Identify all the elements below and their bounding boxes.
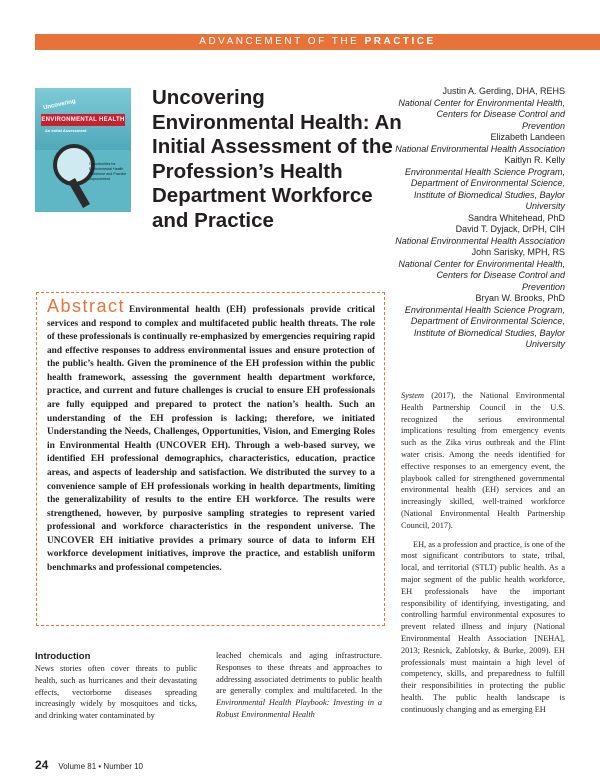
banner-bold: PRACTICE — [364, 36, 436, 47]
author-affiliation: National Center for Environmental Health, Centers for Disease Control and Prevention — [398, 258, 565, 292]
author-entry — [392, 247, 565, 293]
cover-thumbnail — [35, 88, 131, 212]
author-affiliation: National Environmental Health Association — [395, 143, 565, 154]
body-text: (2017), the National Environmental Health Partnership Council in the U.S. recognized the serious environmental implications resulting from emergency events such as the Zika virus outbreak and the Flint water crisis. Among the needs identified for effective responses to an emergency event, the playbook called for strengthened governmental environmental health (EH) services and an increasingly skilled, well-trained workforce (National Environmental Health Partnership Council, 2017). — [401, 391, 565, 530]
author-affiliation: Environmental Health Science Program, Department of Environmental Science, Institute of Biomedical Studies, Baylor University — [404, 304, 565, 349]
author-affiliation: National Environmental Health Association — [395, 235, 565, 246]
author-affiliation: Environmental Health Science Program, Department of Environmental Science, Institute of Biomedical Studies, Baylor University — [404, 166, 565, 211]
cover-title-band — [41, 114, 125, 126]
page-number: 24 — [35, 758, 49, 772]
author-affiliation: National Center for Environmental Health, Centers for Disease Control and Prevention — [398, 97, 565, 131]
cover-subtitle: An Initial Assessment — [45, 128, 87, 133]
body-text: leached chemicals and aging infrastructure. Responses to these threats and approaches to addressing associated detriments to public health are generally complex and multifaceted. In the — [216, 651, 382, 696]
page-footer — [35, 756, 143, 774]
playbook-title: Environmental Health Playbook: Investing in a Robust Environmental Health — [216, 698, 382, 719]
volume-info: Volume 81 • Number 10 — [58, 762, 143, 771]
author-entry — [392, 86, 565, 132]
author-name: Kaitlyn R. Kelly — [504, 155, 565, 165]
abstract-text: Environmental health (EH) professionals provide critical services and respond to complex and multifaceted public health threats. The role of these professionals is continually re-emphasized by emergencies requiring rapid and effective responses to address environmental issues and ensure protection of the public’s health. Given the prominence of the EH profession within the public health framework, assessing the government health department workforce, practice, and current and future challenges is crucial to ensure EH professionals are fully equipped and prepared to protect the nation’s health. Such an understanding of the EH profession is lacking; therefore, we initiated Understanding the Needs, Challenges, Opportunities, Vision, and Emerging Roles in Environmental Health (UNCOVER EH). Through a web-based survey, we identified EH professional demographics, characteristics, education, practice areas, and aspects of leadership and satisfaction. We distributed the survey to a convenience sample of EH professionals working in health departments, limiting the generalizability of results to the entire EH workforce. The results were strengthened, however, by purposive sampling strategies to represent varied professional and workforce characteristics in the respondent universe. The UNCOVER EH initiative provides a primary source of data to inform EH workforce development initiatives, improve the practice, and establish uniform benchmarks and professional competencies. — [47, 305, 375, 573]
author-name: Bryan W. Brooks, PhD — [475, 293, 565, 303]
body-paragraph — [216, 650, 382, 721]
author-entry — [392, 155, 565, 213]
author-entry — [392, 224, 565, 247]
column-right — [401, 390, 565, 716]
author-entry — [392, 293, 565, 351]
abstract-label: Abstract — [47, 296, 126, 316]
abstract-box — [36, 292, 385, 626]
section-heading-introduction: Introduction — [35, 651, 91, 662]
author-entry — [392, 132, 565, 155]
author-list — [392, 86, 565, 351]
author-entry — [392, 213, 565, 225]
author-name: Sandra Whitehead, PhD — [467, 212, 565, 223]
abstract-paragraph — [47, 296, 375, 576]
body-paragraph — [401, 390, 565, 532]
cover-title: ENVIRONMENTAL HEALTH — [41, 117, 125, 123]
author-name: Justin A. Gerding, DHA, REHS — [442, 86, 565, 96]
body-text: EH, as a profession and practice, is one of the most significant contributors to state, tribal, local, and territorial (STLT) public health. As a major segment of the public health workforce, EH professionals have the important responsibility of identifying, investigating, and controlling harmful environmental exposures to prevent related illness and injury (National Environmental Health Association [NEHA], 2013; Resnick, Zablotsky, & Burke, 2009). EH professionals must maintain a high level of competency, skills, and preparedness to fulfill their responsibilities in protecting the public health. The public health landscape is continuously changing and as emerging EH — [401, 539, 565, 714]
cover-caption: Opportunities for Environmental Health Workforce and Practice Improvement — [89, 162, 127, 181]
section-banner — [35, 34, 600, 50]
playbook-title-cont: System — [401, 391, 425, 400]
column-left — [35, 650, 197, 722]
column-middle — [216, 650, 382, 721]
article-title: Uncovering Environmental Health: An Initial Assessment of the Profession’s Health Department Workforce and Practice — [152, 86, 402, 232]
banner-pre: ADVANCEMENT OF THE — [199, 36, 365, 47]
author-name: Elizabeth Landeen — [490, 132, 565, 142]
author-name: David T. Dyjack, DrPH, CIH — [455, 224, 565, 234]
body-paragraph: News stories often cover threats to public health, such as hurricanes and their devastating effects, vectorborne diseases spreading increasingly widely by mosquitoes and ticks, and drinking water contaminated by — [35, 664, 197, 721]
author-name: John Sarisky, MPH, RS — [471, 247, 565, 257]
cover-pre-title: Uncovering — [42, 98, 77, 112]
body-paragraph — [401, 539, 565, 716]
